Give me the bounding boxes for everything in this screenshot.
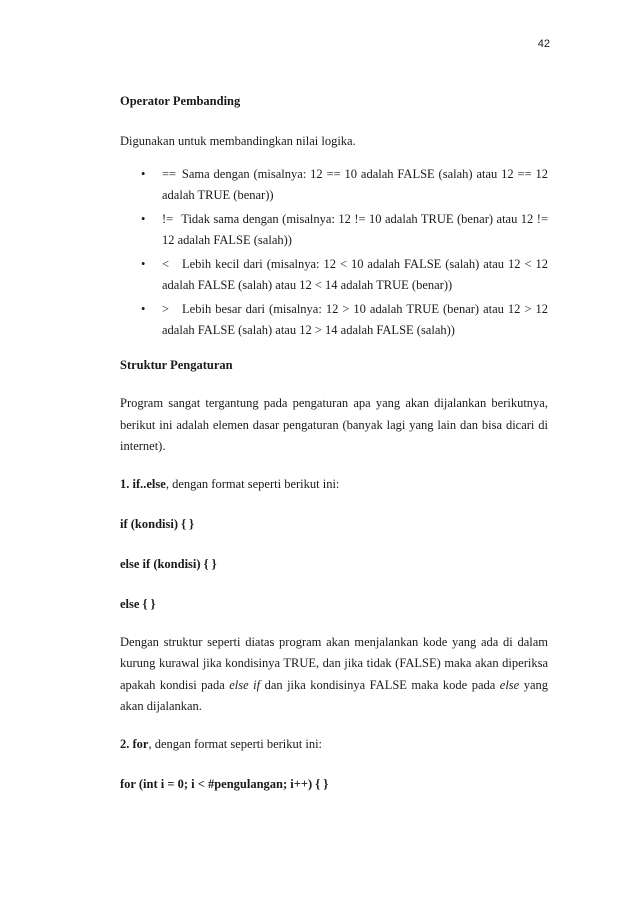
item-if-else-heading [120,474,548,494]
explanation-text: Dengan struktur seperti diatas program akan menjalankan kode yang ada di dalam kurung kurawal jika kondisinya TRUE, dan jika tidak (FALSE) maka akan diperiksa apakah kondisi pada [120,634,548,692]
list-item-equal [120,164,548,206]
operator-description: Lebih kecil dari (misalnya: 12 < 10 adalah FALSE (salah) atau 12 < 12 adalah FALSE (salah) atau 12 < 14 adalah TRUE (benar)) [162,257,548,292]
item-description: , dengan format seperti berikut ini: [148,736,323,751]
operator-symbol: != [162,212,174,226]
item-label: 2. for [120,736,149,751]
explanation-text: dan jika kondisinya FALSE maka kode pada [260,677,500,692]
item-for-heading [120,734,548,754]
code-line-if: if (kondisi) { } [120,516,195,531]
if-else-explanation [120,632,548,718]
operator-description: Lebih besar dari (misalnya: 12 > 10 adalah TRUE (benar) atau 12 > 12 adalah FALSE (salah) atau 12 > 14 adalah FALSE (salah)) [162,302,549,337]
item-label: 1. if..else [120,476,166,491]
list-item-less-than [120,254,548,296]
operator-description: Sama dengan (misalnya: 12 == 10 adalah FALSE (salah) atau 12 == 12 adalah TRUE (benar)) [162,167,548,202]
item-description: , dengan format seperti berikut ini: [165,476,340,491]
operator-symbol: < [162,257,170,271]
bullet-icon: • [141,212,146,226]
explanation-emphasis: else if [229,677,261,692]
bullet-icon: • [141,167,146,181]
operator-list [120,164,548,341]
section-title-struktur-pengaturan: Struktur Pengaturan [120,358,233,372]
list-item-greater-than [120,299,548,341]
explanation-text: yang akan dijalankan. [120,677,548,713]
code-line-for: for (int i = 0; i < #pengulangan; i++) { } [120,776,329,791]
explanation-emphasis: else [499,677,520,692]
code-line-else: else { } [120,596,156,611]
list-item-not-equal [120,209,548,251]
section-title-operator-pembanding: Operator Pembanding [120,94,241,108]
bullet-icon: • [141,257,146,271]
page-content [120,91,548,794]
operator-description: Tidak sama dengan (misalnya: 12 != 10 adalah TRUE (benar) atau 12 != 12 adalah FALSE (salah)) [162,212,548,247]
operator-intro: Digunakan untuk membandingkan nilai logika. [120,134,356,148]
page-number: 42 [537,38,550,50]
code-line-else-if: else if (kondisi) { } [120,556,217,571]
operator-symbol: > [162,302,170,316]
struktur-intro: Program sangat tergantung pada pengaturan apa yang akan dijalankan berikutnya, berikut ini adalah elemen dasar pengaturan (banyak lagi yang lain dan bisa dicari di internet). [120,396,548,453]
bullet-icon: • [141,302,146,316]
operator-symbol: == [162,167,177,181]
